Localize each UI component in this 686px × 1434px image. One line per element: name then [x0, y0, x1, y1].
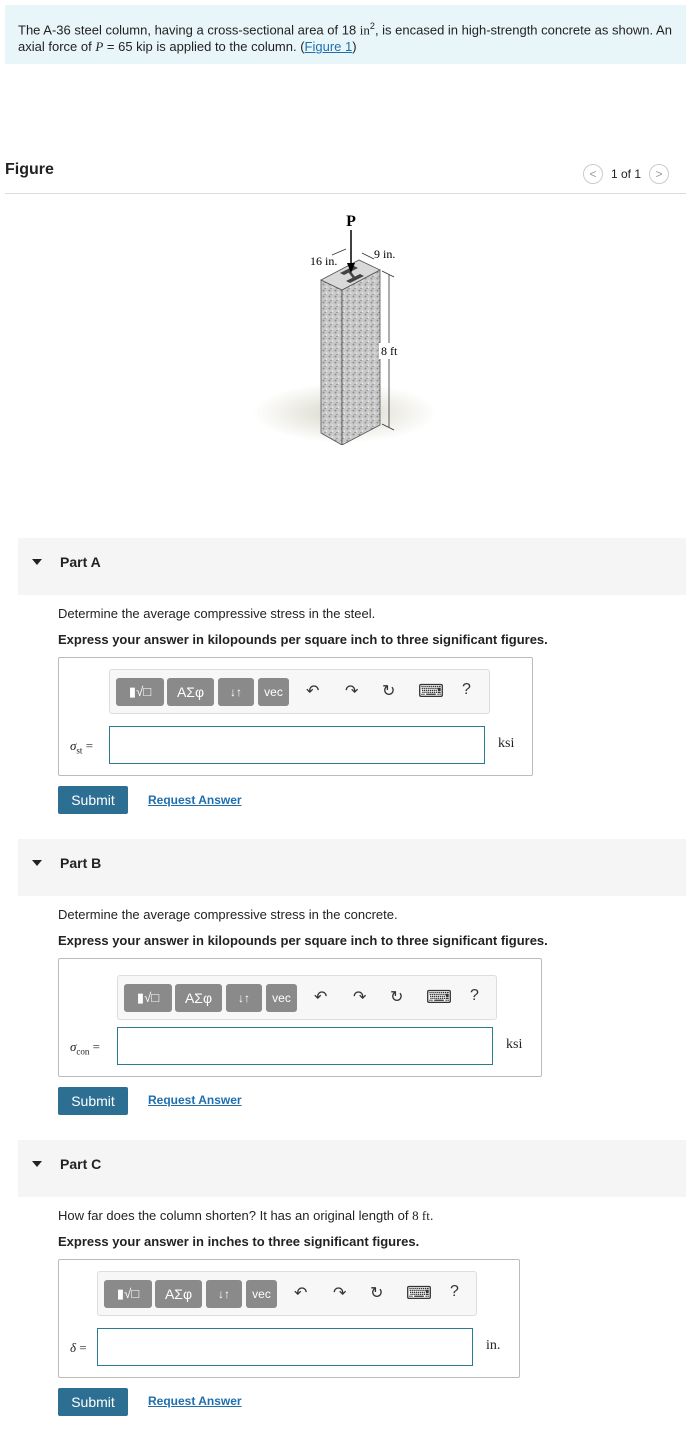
- prev-figure-button[interactable]: [583, 164, 603, 184]
- greek-letters-button[interactable]: ΑΣφ: [175, 984, 222, 1012]
- dimension-height-top-tick: [382, 271, 394, 277]
- part-b-submit-button[interactable]: Submit: [58, 1087, 128, 1115]
- part-a-request-answer-link[interactable]: Request Answer: [148, 793, 242, 807]
- vector-button[interactable]: vec: [258, 678, 289, 706]
- area-unit: in: [359, 22, 370, 38]
- reset-icon[interactable]: ↻: [370, 1285, 384, 1302]
- equals-sign: =: [85, 738, 94, 753]
- vector-button[interactable]: vec: [246, 1280, 277, 1308]
- arrows-button[interactable]: ↓↑: [226, 984, 262, 1012]
- figure-pager: [583, 164, 669, 184]
- force-value: = 65 kip: [103, 39, 153, 55]
- figure-link[interactable]: Figure 1: [304, 39, 353, 55]
- figure-divider: [5, 193, 686, 194]
- part-c-header[interactable]: [18, 1140, 686, 1197]
- dimension-16-label: 16 in.: [310, 254, 338, 268]
- undo-icon[interactable]: ↶: [314, 989, 328, 1006]
- area-exponent: 2: [369, 21, 375, 31]
- part-c-variable-label: [70, 1340, 87, 1356]
- help-icon[interactable]: ?: [470, 987, 479, 1004]
- collapse-caret-icon: [32, 559, 42, 565]
- equals-sign: =: [79, 1340, 87, 1355]
- length-value: 8 ft: [412, 1208, 430, 1223]
- keyboard-icon[interactable]: ⌨: [406, 1283, 432, 1303]
- force-variable: P: [95, 39, 104, 55]
- column-left-face: [321, 280, 342, 445]
- part-b-request-answer-link[interactable]: Request Answer: [148, 1093, 242, 1107]
- dimension-9-line: [362, 253, 374, 259]
- arrows-button[interactable]: ↓↑: [218, 678, 254, 706]
- part-a-unit: ksi: [498, 736, 515, 751]
- part-b-answer-box: [58, 958, 542, 1077]
- part-a-question: Determine the average compressive stress in the steel.: [58, 606, 376, 621]
- force-label: P: [346, 213, 356, 230]
- part-c-request-answer-link[interactable]: Request Answer: [148, 1394, 242, 1408]
- intro-close: ): [352, 39, 357, 55]
- undo-icon[interactable]: ↶: [294, 1285, 308, 1302]
- greek-letters-button[interactable]: ΑΣφ: [155, 1280, 202, 1308]
- dimension-16-line: [332, 249, 346, 255]
- intro-text-mid: , is encased in high-strength concrete as shown. An axial force of: [18, 22, 672, 55]
- intro-text: The A-36 steel column, having a cross-sectional area of 18: [18, 22, 360, 38]
- templates-button[interactable]: ▮√□: [124, 984, 172, 1012]
- keyboard-icon[interactable]: ⌨: [418, 681, 444, 701]
- part-a-variable-label: [70, 738, 93, 756]
- dimension-9-label: 9 in.: [374, 247, 396, 261]
- help-icon[interactable]: ?: [462, 681, 471, 698]
- part-b-unit: ksi: [506, 1037, 523, 1052]
- part-a-header[interactable]: [18, 538, 686, 595]
- vector-button[interactable]: vec: [266, 984, 297, 1012]
- column-front-face: [342, 270, 380, 445]
- part-b-title: Part B: [60, 855, 102, 871]
- part-c-question-end: .: [429, 1208, 434, 1223]
- equals-sign: =: [92, 1039, 101, 1054]
- subscript-st: st: [76, 745, 83, 756]
- part-c-title: Part C: [60, 1156, 102, 1172]
- part-c-question-text: How far does the column shorten? It has an original length of: [58, 1208, 413, 1223]
- collapse-caret-icon: [32, 1161, 42, 1167]
- part-a-title: Part A: [60, 554, 101, 570]
- greek-letters-button[interactable]: ΑΣφ: [167, 678, 214, 706]
- figure-count: 1 of 1: [611, 167, 642, 181]
- subscript-con: con: [76, 1046, 90, 1057]
- sigma-symbol: σ: [70, 738, 77, 753]
- sigma-symbol: σ: [70, 1039, 77, 1054]
- keyboard-icon[interactable]: ⌨: [426, 987, 452, 1007]
- templates-button[interactable]: ▮√□: [104, 1280, 152, 1308]
- part-b-instruction: Express your answer in kilopounds per square inch to three significant figures.: [58, 933, 548, 948]
- reset-icon[interactable]: ↻: [382, 683, 396, 700]
- part-c-answer-box: [58, 1259, 520, 1378]
- part-c-question: [58, 1208, 433, 1224]
- chevron-right-icon: >: [655, 167, 663, 181]
- chevron-left-icon: <: [589, 167, 597, 181]
- reset-icon[interactable]: ↻: [390, 989, 404, 1006]
- arrows-button[interactable]: ↓↑: [206, 1280, 242, 1308]
- part-c-equation-toolbar: [97, 1271, 477, 1316]
- part-a-submit-button[interactable]: Submit: [58, 786, 128, 814]
- dimension-height-label: 8 ft: [381, 344, 398, 358]
- problem-statement: [5, 5, 686, 64]
- part-b-question: Determine the average compressive stress in the concrete.: [58, 907, 398, 922]
- part-c-unit: in.: [486, 1338, 501, 1353]
- help-icon[interactable]: ?: [450, 1283, 459, 1300]
- redo-icon[interactable]: ↷: [333, 1285, 347, 1302]
- part-a-instruction: Express your answer in kilopounds per square inch to three significant figures.: [58, 632, 548, 647]
- part-b-header[interactable]: [18, 839, 686, 896]
- redo-icon[interactable]: ↷: [353, 989, 367, 1006]
- part-c-submit-button[interactable]: Submit: [58, 1388, 128, 1416]
- part-a-answer-input[interactable]: [109, 726, 485, 764]
- part-c-instruction: Express your answer in inches to three significant figures.: [58, 1234, 420, 1249]
- intro-text-after: is applied to the column. (: [152, 39, 305, 55]
- part-b-equation-toolbar: [117, 975, 497, 1020]
- part-c-answer-input[interactable]: [97, 1328, 473, 1366]
- part-b-answer-input[interactable]: [117, 1027, 493, 1065]
- templates-button[interactable]: ▮√□: [116, 678, 164, 706]
- figure-title: Figure: [5, 161, 54, 178]
- part-a-answer-box: [58, 657, 533, 776]
- part-b-variable-label: [70, 1039, 100, 1057]
- column-figure: [250, 205, 450, 445]
- redo-icon[interactable]: ↷: [345, 683, 359, 700]
- part-a-equation-toolbar: [109, 669, 490, 714]
- next-figure-button[interactable]: [649, 164, 669, 184]
- undo-icon[interactable]: ↶: [306, 683, 320, 700]
- collapse-caret-icon: [32, 860, 42, 866]
- delta-symbol: δ: [70, 1340, 77, 1355]
